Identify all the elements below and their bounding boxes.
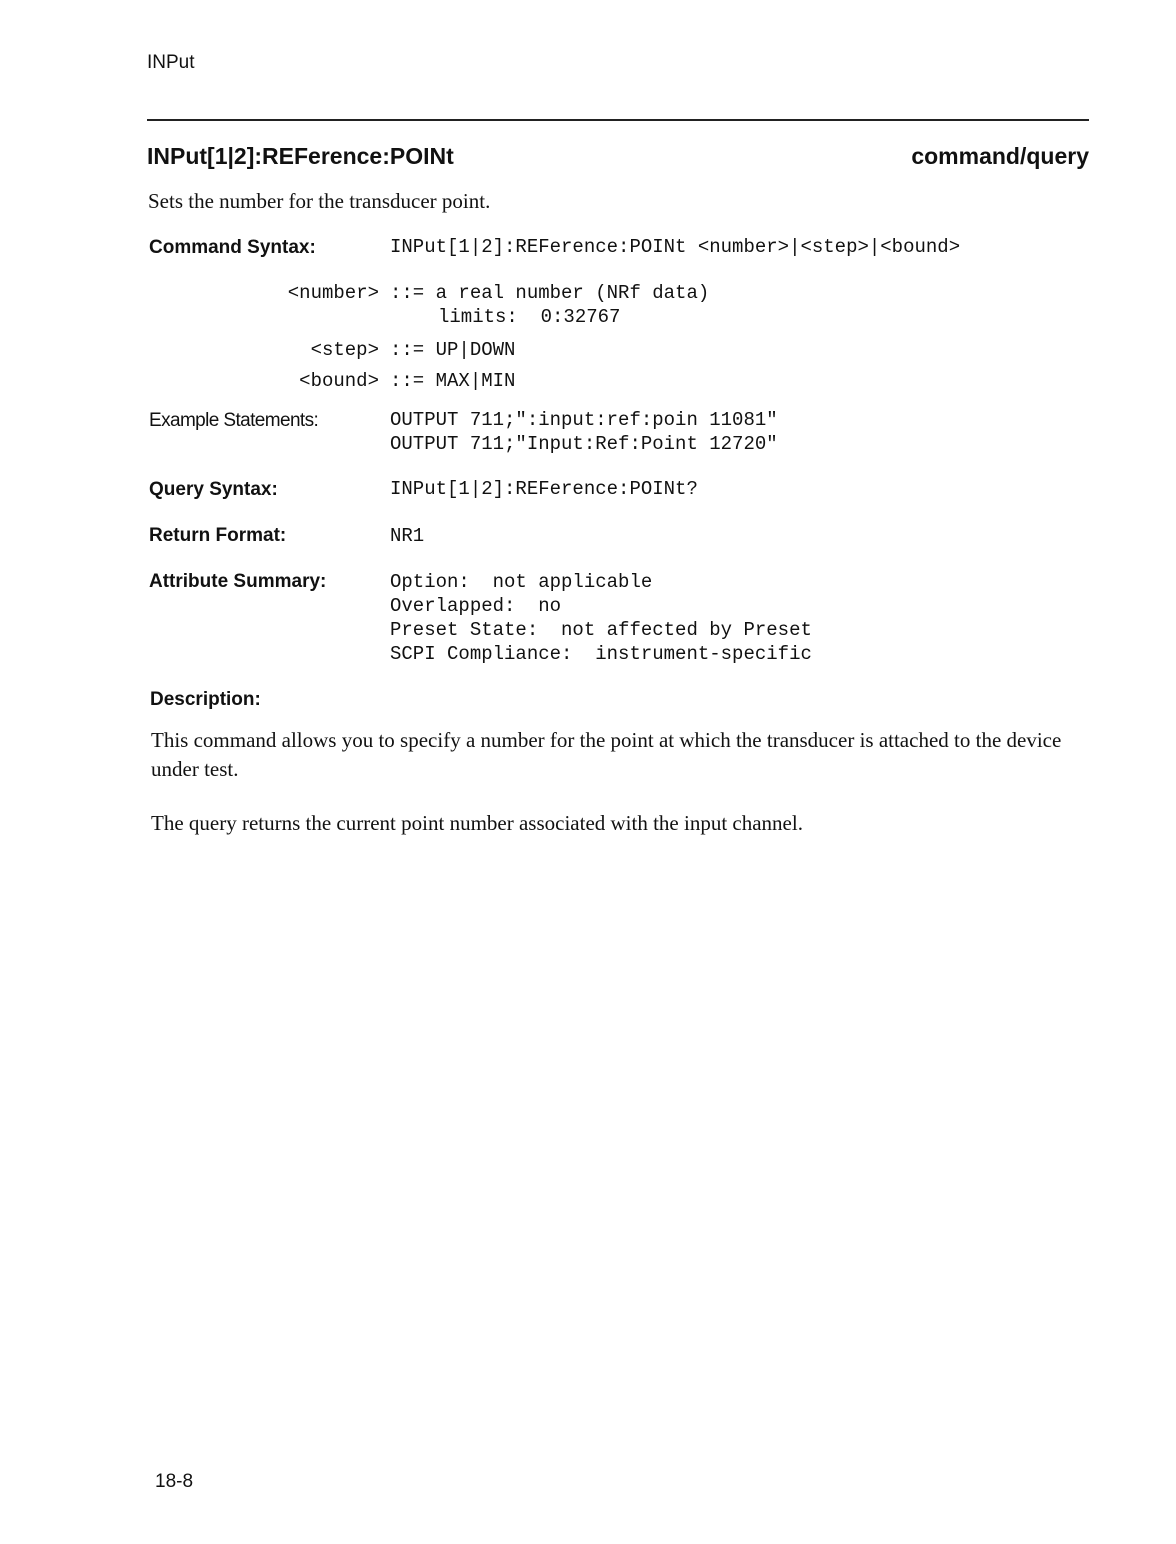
param-step-definition: ::= UP|DOWN <box>390 339 516 361</box>
param-number-definition: ::= a real number (NRf data) <box>390 282 710 304</box>
param-bound-name: <bound> <box>299 370 379 392</box>
param-number-limits: limits: 0:32767 <box>438 306 621 328</box>
command-syntax-label: Command Syntax: <box>149 237 316 258</box>
param-bound-definition: ::= MAX|MIN <box>390 370 516 392</box>
query-syntax-label: Query Syntax: <box>149 479 278 500</box>
example-statement: OUTPUT 711;"Input:Ref:Point 12720" <box>390 433 778 455</box>
command-intro: Sets the number for the transducer point. <box>148 189 491 213</box>
description-paragraph: This command allows you to specify a number for the point at which the transducer is attached to the device under test. <box>151 728 1062 781</box>
attribute-line: Option: not applicable <box>390 571 653 593</box>
running-head: INPut <box>147 52 195 73</box>
param-step-name: <step> <box>310 339 379 361</box>
command-title: INPut[1|2]:REFerence:POINt <box>147 143 454 169</box>
command-type: command/query <box>911 143 1089 169</box>
description-label: Description: <box>150 689 261 710</box>
description-paragraph: The query returns the current point number associated with the input channel. <box>151 811 803 835</box>
query-syntax-value: INPut[1|2]:REFerence:POINt? <box>390 478 698 500</box>
example-statement: OUTPUT 711;":input:ref:poin 11081" <box>390 409 778 431</box>
header-rule <box>147 119 1089 121</box>
attribute-summary-label: Attribute Summary: <box>149 571 327 592</box>
attribute-line: Preset State: not affected by Preset <box>390 619 812 641</box>
return-format-label: Return Format: <box>149 525 287 546</box>
page-number: 18-8 <box>155 1471 194 1492</box>
example-statements-label: Example Statements: <box>149 410 319 431</box>
return-format-value: NR1 <box>390 525 425 547</box>
command-syntax-value: INPut[1|2]:REFerence:POINt <number>|<step>|<bound> <box>390 236 961 258</box>
attribute-line: Overlapped: no <box>390 595 562 617</box>
attribute-line: SCPI Compliance: instrument-specific <box>390 643 812 665</box>
param-number-name: <number> <box>287 282 379 304</box>
